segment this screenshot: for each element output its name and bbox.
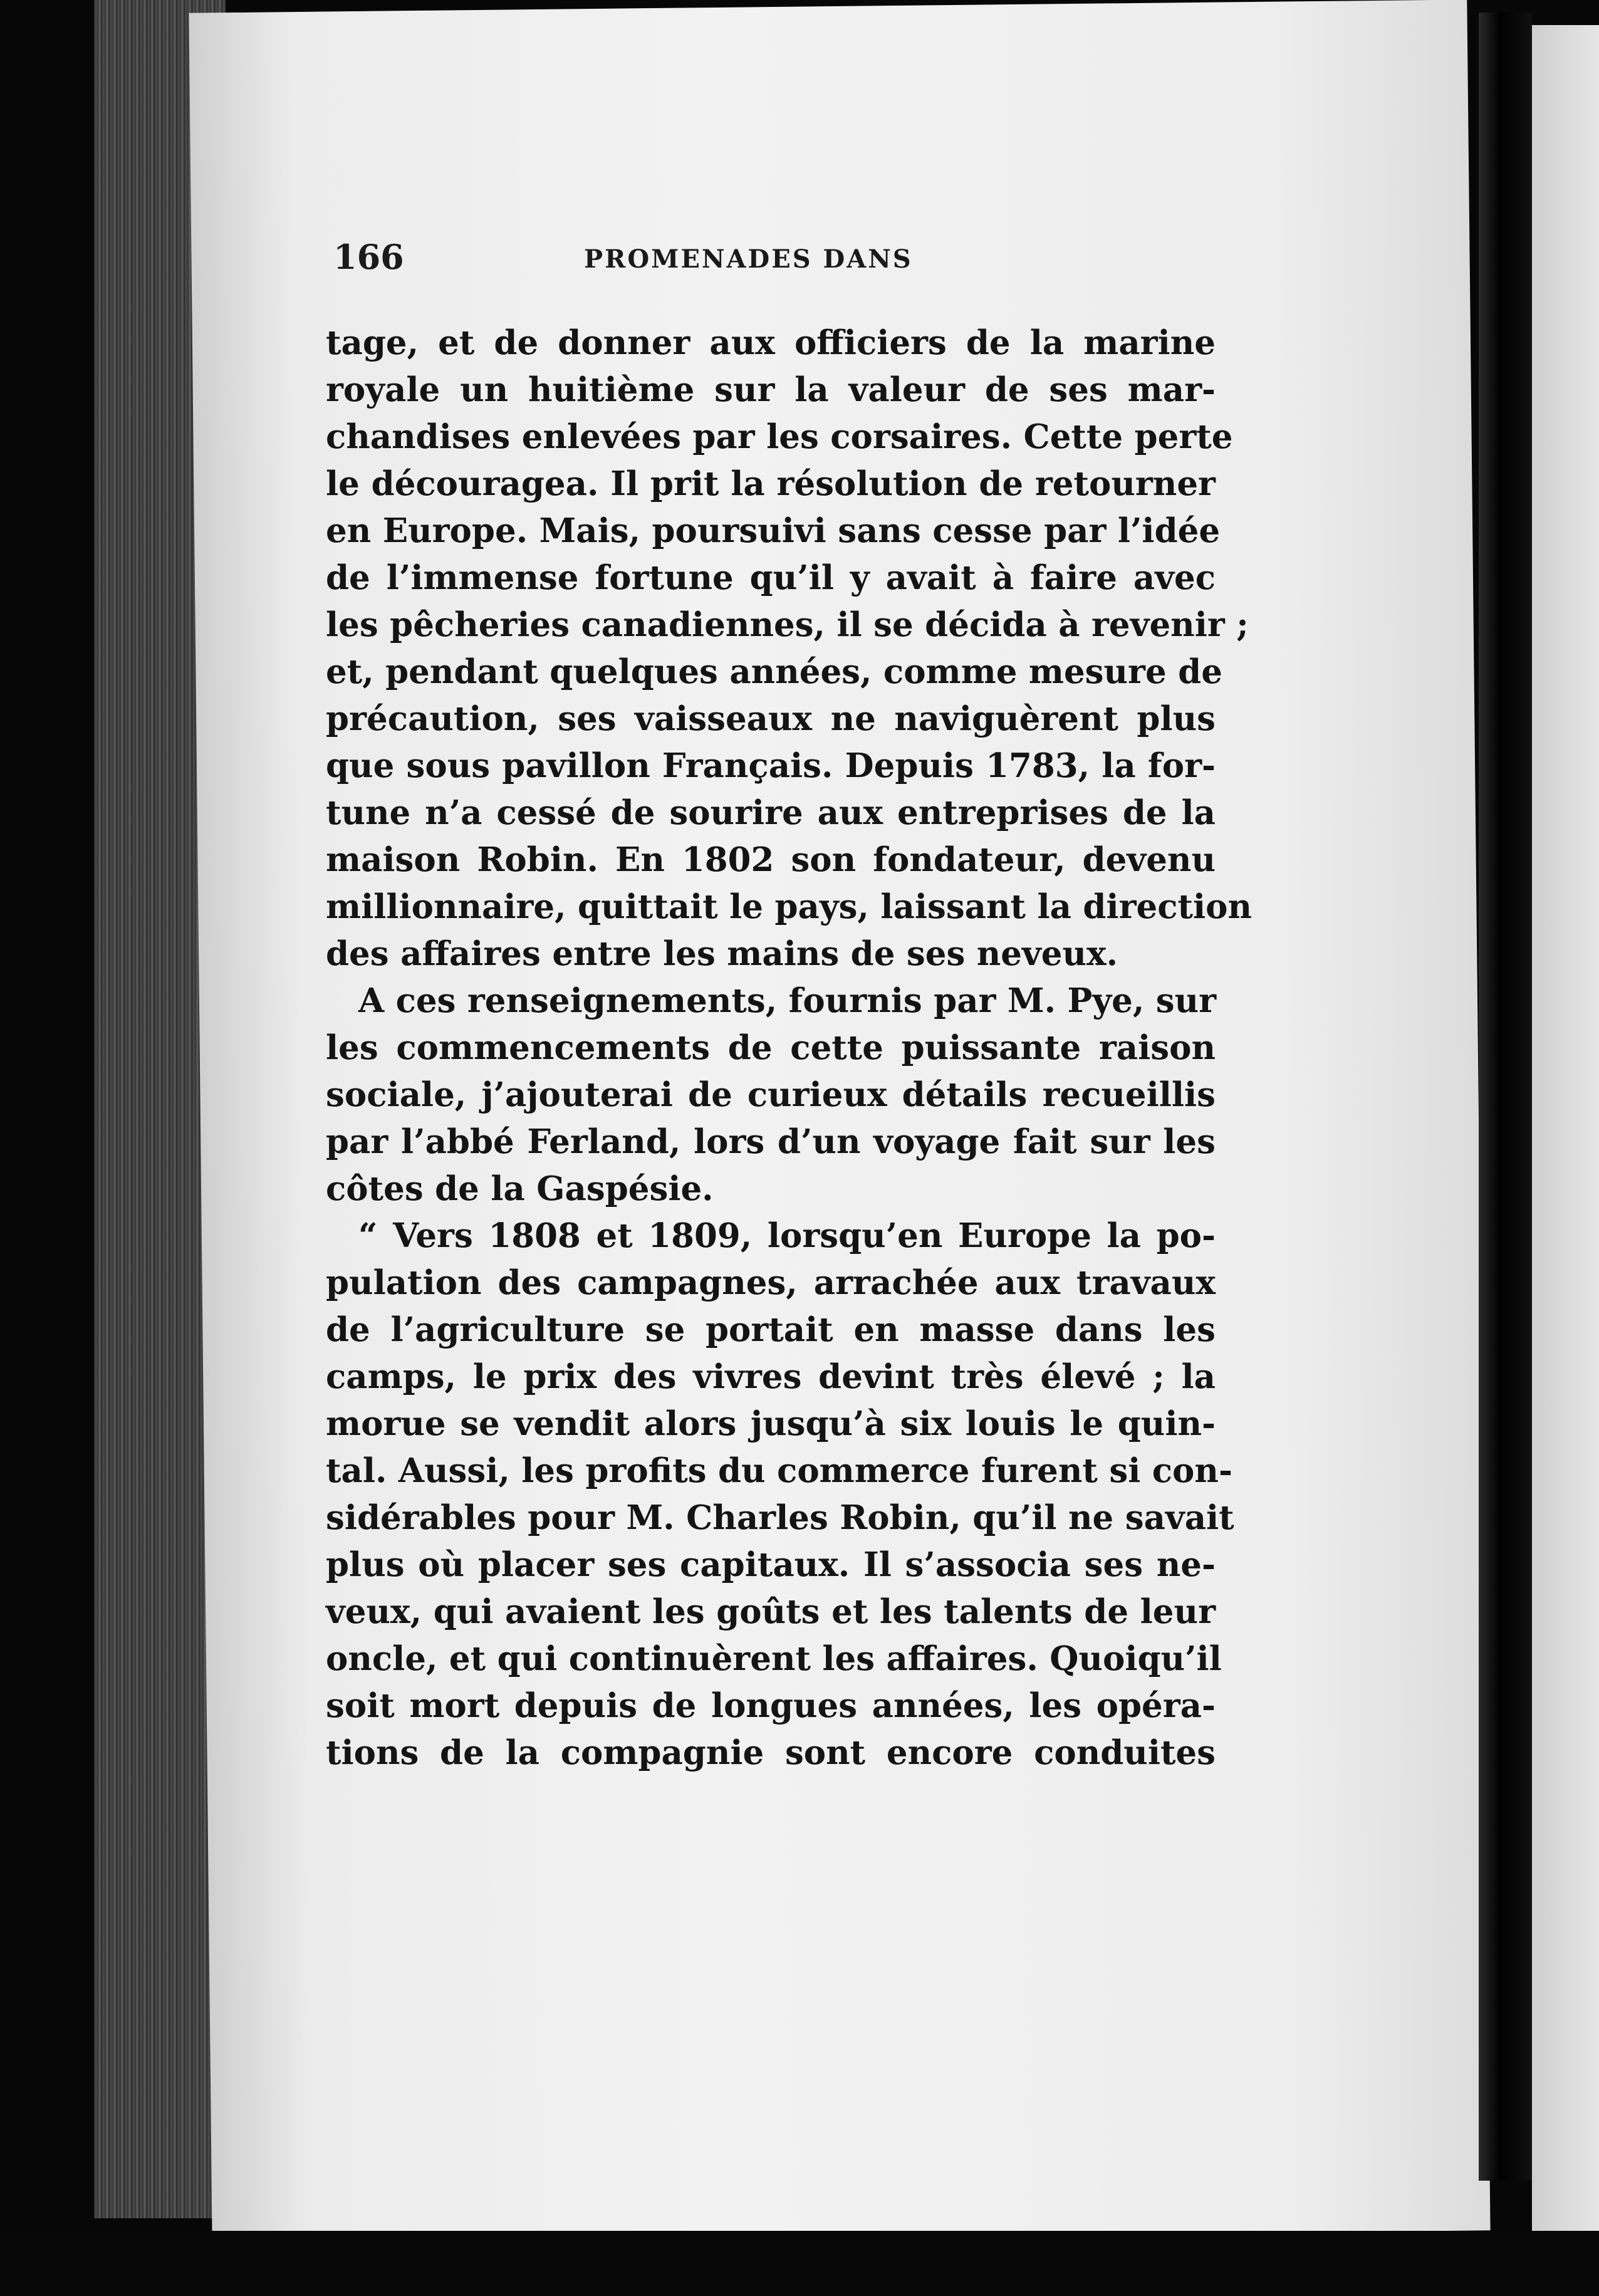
text-line: tage, et de donner aux officiers de la marine [326,323,1216,362]
scan-border [0,2231,1599,2296]
page-number: 166 [333,237,404,277]
text-line: les pêcheries canadiennes, il se décida à revenir ; [326,605,1249,644]
paragraph-3 [326,1213,1234,1777]
text-line: en Europe. Mais, poursuivi sans cesse par l’idée [326,511,1221,550]
running-title: PROMENADES DANS [584,244,913,274]
text-line: les commencements de cette puissante raison [326,1028,1216,1067]
text-line: de l’agriculture se portait en masse dans les [326,1310,1216,1349]
body-text [326,320,1253,1777]
text-line: sociale, j’ajouterai de curieux détails recueillis [326,1075,1216,1114]
text-line: soit mort depuis de longues années, les opéra- [326,1686,1216,1725]
book-gutter [1479,13,1532,2181]
text-line: tions de la compagnie sont encore conduites [326,1733,1216,1772]
text-line: “ Vers 1808 et 1809, lorsqu’en Europe la po- [358,1216,1216,1255]
text-line: de l’immense fortune qu’il y avait à faire avec [326,558,1216,597]
paragraph-2 [326,978,1216,1213]
paragraph-1 [326,320,1253,978]
text-line: que sous pavillon Français. Depuis 1783, la for- [326,746,1216,785]
text-line: sidérables pour M. Charles Robin, qu’il ne savait [326,1498,1234,1537]
facing-page-edge [1532,25,1599,2256]
text-line: côtes de la Gaspésie. [326,1169,714,1208]
text-line: maison Robin. En 1802 son fondateur, devenu [326,840,1216,879]
text-line: par l’abbé Ferland, lors d’un voyage fait sur les [326,1122,1216,1161]
text-line: veux, qui avaient les goûts et les talents de leur [326,1592,1216,1631]
text-line: A ces renseignements, fournis par M. Pye, sur [358,981,1217,1020]
text-line: oncle, et qui continuèrent les affaires. Quoiqu’il [326,1639,1222,1678]
text-line: millionnaire, quittait le pays, laissant la direction [326,887,1253,926]
text-line: chandises enlevées par les corsaires. Cette perte [326,417,1233,456]
text-line: précaution, ses vaisseaux ne naviguèrent plus [326,699,1216,738]
text-line: tal. Aussi, les profits du commerce furent si con- [326,1451,1232,1490]
text-line: royale un huitième sur la valeur de ses mar- [326,370,1216,409]
text-line: des affaires entre les mains de ses neveux. [326,934,1118,973]
text-line: pulation des campagnes, arrachée aux travaux [326,1263,1216,1302]
text-line: et, pendant quelques années, comme mesure de [326,652,1222,691]
text-line: morue se vendit alors jusqu’à six louis le quin- [326,1404,1216,1443]
text-line: le découragea. Il prit la résolution de retourner [326,464,1216,503]
text-line: tune n’a cessé de sourire aux entreprises de la [326,793,1216,832]
text-line: camps, le prix des vivres devint très élevé ; la [326,1357,1216,1396]
page-header [333,237,1211,287]
text-line: plus où placer ses capitaux. Il s’associa ses ne- [326,1545,1216,1584]
